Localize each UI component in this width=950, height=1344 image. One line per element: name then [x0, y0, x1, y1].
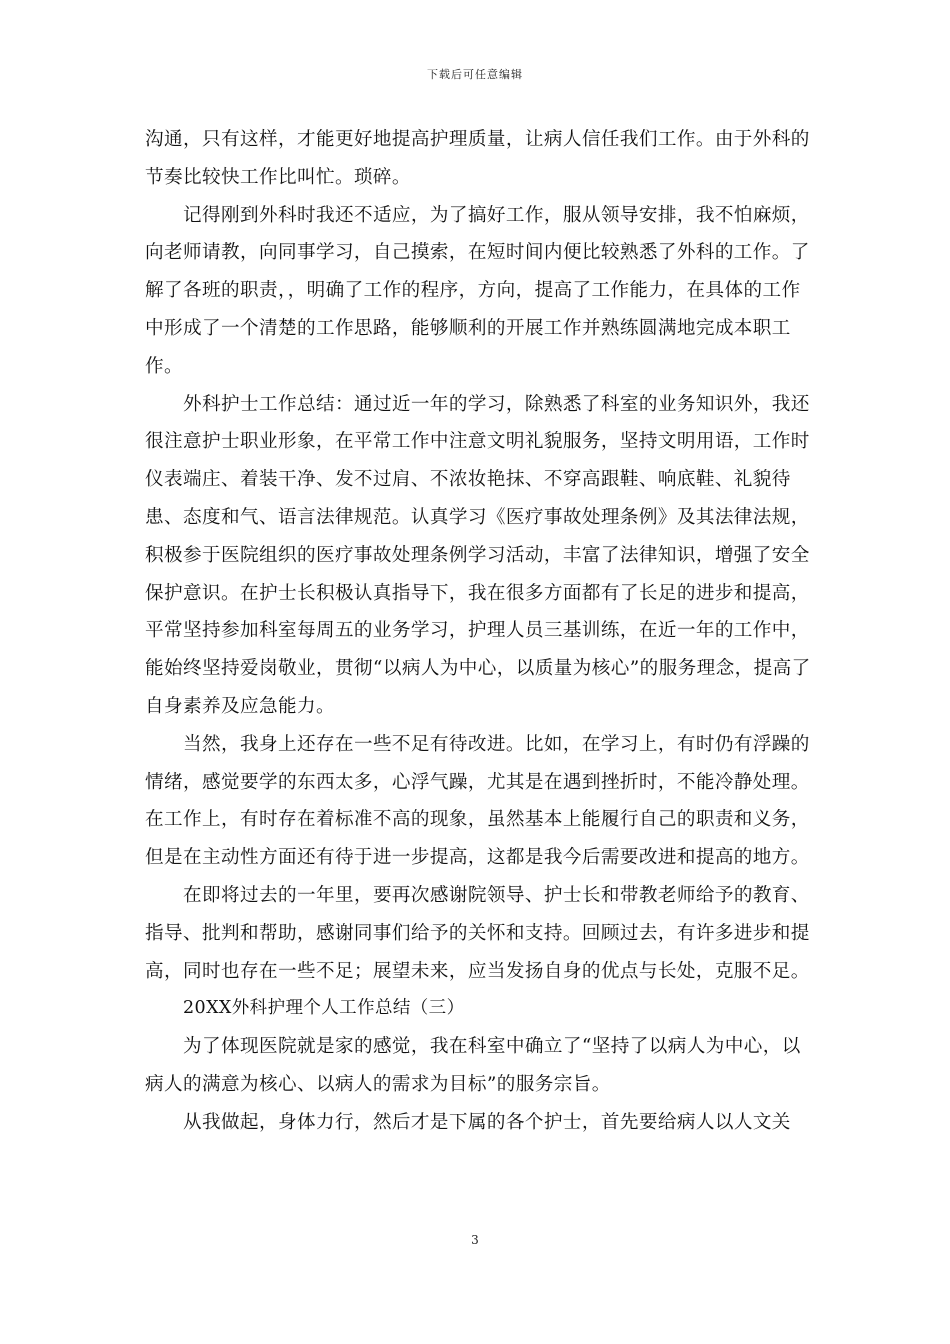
paragraph-adaptation: 记得刚到外科时我还不适应，为了搞好工作，服从领导安排，我不怕麻烦，向老师请教，向同事学习，自己摸索，在短时间内便比较熟悉了外科的工作。了解了各班的职责，，明确了工作的程序，方向，提高了工作能力，在具体的工作中形成了一个清楚的工作思路，能够顺利的开展工作并熟练圆满地完成本职工作。 [145, 204, 810, 377]
paragraph-service-principle: 为了体现医院就是家的感觉，我在科室中确立了“坚持了以病人为中心，以病人的满意为核心、以病人的需求为目标”的服务宗旨。 [145, 1036, 801, 1095]
section-heading: 20XX外科护理个人工作总结（三） [183, 998, 465, 1019]
paragraph-thanks: 在即将过去的一年里，要再次感谢院领导、护士长和带教老师给予的教育、指导、批判和帮助，感谢同事们给予的关怀和支持。回顾过去，有许多进步和提高，同时也存在一些不足；展望未来，应当发扬自身的优点与长处，克服不足。 [145, 884, 810, 982]
paragraph-summary: 外科护士工作总结：通过近一年的学习，除熟悉了科室的业务知识外，我还很注意护士职业形象，在平常工作中注意文明礼貌服务，坚持文明用语，工作时仪表端庄、着装干净、发不过肩、不浓妆艳抹、不穿高跟鞋、响底鞋、礼貌待患、态度和气、语言法律规范。认真学习《医疗事故处理条例》及其法律法规，积极参于医院组织的医疗事故处理条例学习活动，丰富了法律知识，增强了安全保护意识。在护士长积极认真指导下，我在很多方面都有了长足的进步和提高，平常坚持参加科室每周五的业务学习，护理人员三基训练，在近一年的工作中，能始终坚持爱岗敬业，贯彻“以病人为中心，以质量为核心”的服务理念，提高了自身素养及应急能力。 [145, 393, 811, 717]
page-header: 下载后可任意编辑 [427, 68, 523, 81]
page-number: 3 [471, 1233, 479, 1247]
paragraph-shortcomings: 当然，我身上还存在一些不足有待改进。比如，在学习上，有时仍有浮躁的情绪，感觉要学的东西太多，心浮气躁，尤其是在遇到挫折时，不能冷静处理。在工作上，有时存在着标准不高的现象，虽然基本上能履行自己的职责和义务，但是在主动性方面还有待于进一步提高，这都是我今后需要改进和提高的地方。 [145, 733, 810, 869]
paragraph-lead-by-example: 从我做起，身体力行，然后才是下属的各个护士，首先要给病人以人文关 [183, 1111, 791, 1133]
paragraph-continuation: 沟通，只有这样，才能更好地提高护理质量，让病人信任我们工作。由于外科的节奏比较快工作比叫忙。琐碎。 [145, 129, 810, 188]
document-body [145, 121, 815, 1142]
